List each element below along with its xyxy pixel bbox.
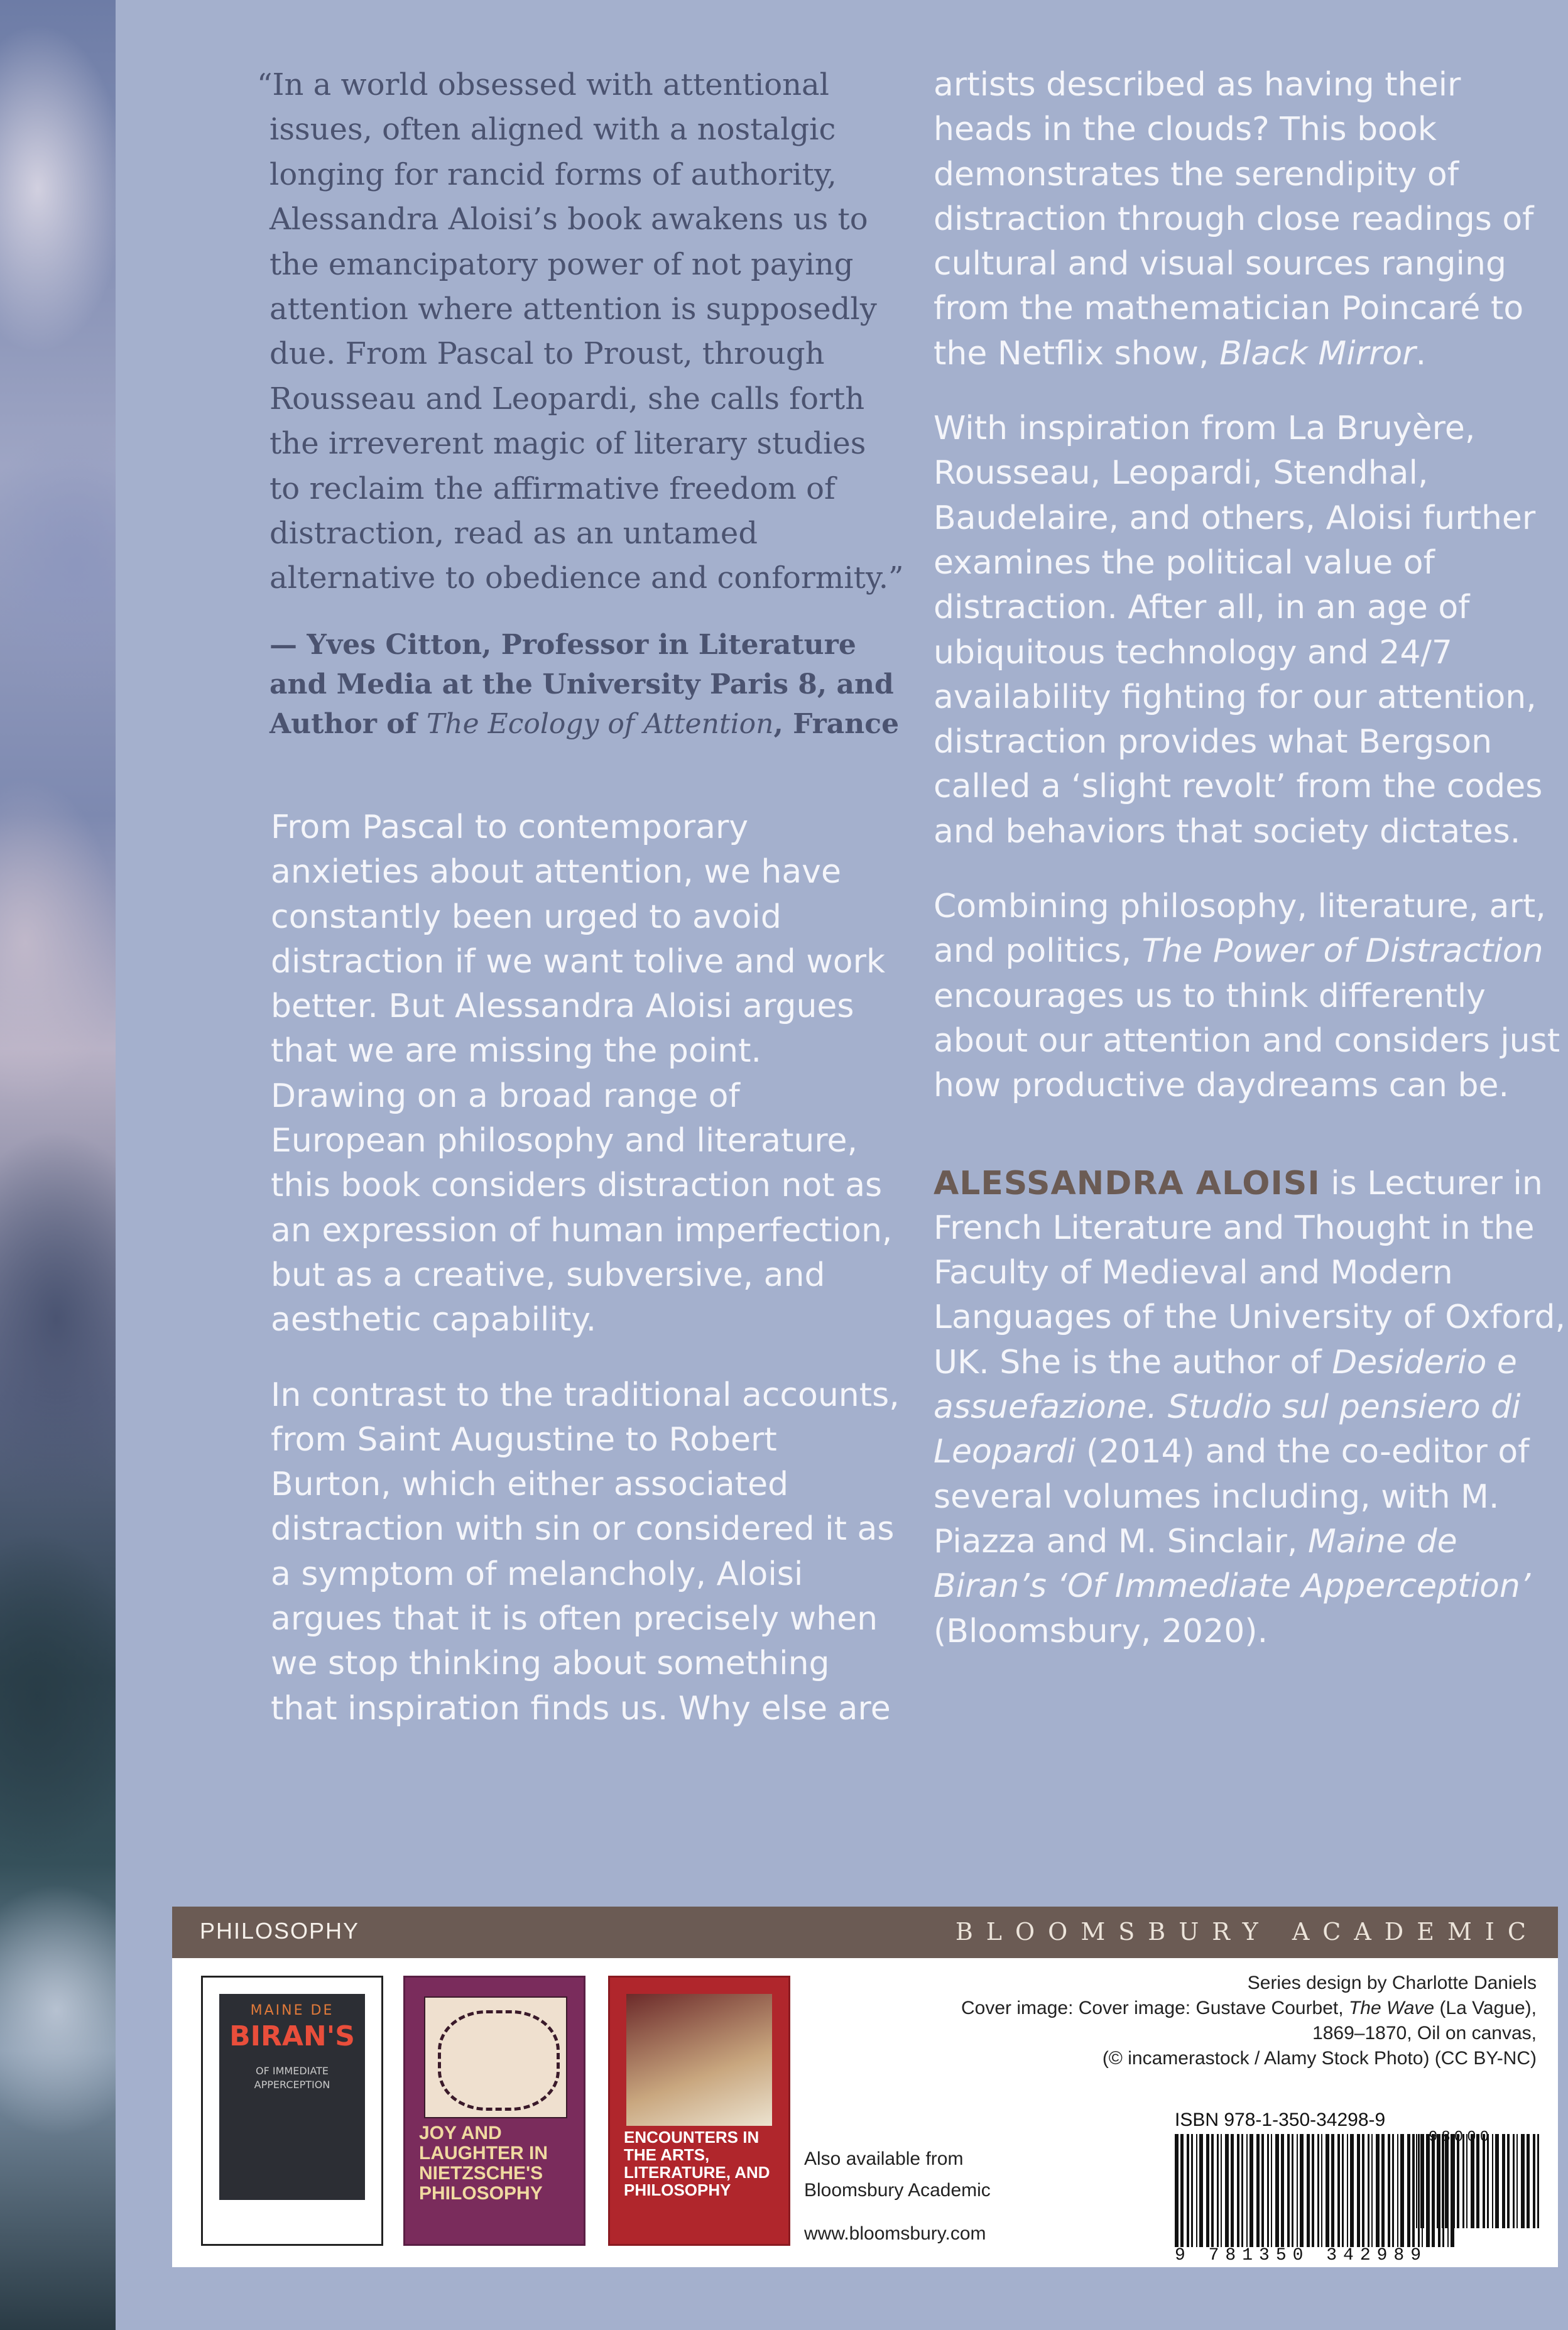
blurb-paragraph-1: From Pascal to contemporary anxieties about attention, we have constantly been urged to avoid distraction if we want tolive and work better. But Alessandra Aloisi argues that we are missing the point. Drawing on a broad range of European philosophy and literature, this book considers distraction not as an expression of human imperfection, but as a creative, subversive, and aesthetic capability. — [271, 808, 893, 1339]
back-cover — [116, 0, 1566, 2330]
quote-attribution — [270, 625, 904, 744]
book-1-title-big: BIRAN'S — [229, 2020, 355, 2052]
credits-design: Series design by Charlotte Daniels — [1247, 1973, 1537, 1993]
blurb-paragraph-5 — [934, 885, 1568, 1108]
bio-book-1: Desiderio e assuefazione. Studio sul pensiero di Leopardi — [934, 1343, 1521, 1471]
credits-copyright: (© incamerastock / Alamy Stock Photo) (CC BY-NC) — [1102, 2048, 1537, 2069]
also-available-line1: Also available from — [804, 2148, 964, 2169]
blurb-end: . — [1415, 334, 1427, 373]
series-bar — [172, 1907, 1558, 1958]
related-book-2 — [403, 1976, 585, 2246]
related-book-1 — [201, 1976, 383, 2246]
barcode-digits: 9 781350 342989 — [1175, 2246, 1428, 2265]
credits-image — [908, 1996, 1537, 2021]
cover-credits — [908, 1971, 1537, 2071]
book-title: The Power of Distraction — [1141, 932, 1544, 971]
bio-text: (Bloomsbury, 2020). — [934, 1612, 1268, 1650]
barcode-addon-icon — [1416, 2134, 1542, 2247]
book-2-title: JOY AND LAUGHTER IN NIETZSCHE'S PHILOSOPHY — [419, 2123, 548, 2204]
blurb-italic: Black Mirror — [1219, 334, 1416, 373]
blurb-left-column — [271, 805, 905, 1761]
bio-text: (2014) and the co-editor of several volumes including, with M. Piazza and M. Sinclair, — [934, 1433, 1530, 1560]
endorsement-quote — [257, 63, 904, 744]
publisher-panel — [172, 1958, 1558, 2267]
related-book-3 — [608, 1976, 790, 2246]
book-3-artwork — [626, 1994, 772, 2126]
blurb-text: encourages us to think differently about our attention and considers just how productive daydreams can be. — [934, 977, 1560, 1105]
blurb-right-column — [934, 63, 1568, 1684]
isbn-label: ISBN 978-1-350-34298-9 — [1175, 2110, 1386, 2130]
also-available — [804, 2143, 991, 2206]
book-2-artwork — [424, 1996, 567, 2118]
category-label: PHILOSOPHY — [200, 1918, 360, 1944]
bio-text: is Lecturer in French Literature and Thought in the Faculty of Medieval and Modern Languages of the University of Oxford, UK. She is the author of — [934, 1164, 1566, 1381]
book-1-title-small: MAINE DE — [250, 2003, 334, 2018]
website-link[interactable]: www.bloomsbury.com — [804, 2223, 986, 2244]
quote-text: “In a world obsessed with attentional issues, often aligned with a nostalgic longing for rancid forms of authority, Alessandra Aloisi’s book awakens us to the emancipatory power of not paying attention where attention is supposedly due. From Pascal to Proust, through Rousseau and Leopardi, she calls forth the irreverent magic of literary studies to reclaim the affirmative freedom of distraction, read as an untamed alternative to obedience and conformity.” — [257, 67, 904, 596]
attribution-text: — Yves Citton, Professor in Literature and Media at the University Paris 8, and Author of — [270, 628, 894, 740]
barcode-addon-digits: 98000 — [1429, 2129, 1493, 2146]
blurb-text: artists described as having their heads in the clouds? This book demonstrates the serendipity of distraction through close readings of cultural and visual sources ranging from the mathematician Poincaré to the Netflix show, — [934, 66, 1534, 373]
credits-date: 1869–1870, Oil on canvas, — [1312, 2023, 1537, 2044]
credits-text: Cover image: Cover image: Gustave Courbet, — [961, 1998, 1349, 2018]
publisher-name: BLOOMSBURY ACADEMIC — [955, 1918, 1539, 1946]
author-bio — [934, 1162, 1568, 1654]
bio-book-2: Maine de Biran’s ‘Of Immediate Apperception’ — [934, 1522, 1531, 1606]
book-1-subtitle: OF IMMEDIATE APPERCEPTION — [254, 2065, 330, 2091]
book-3-title: ENCOUNTERS IN THE ARTS, LITERATURE, AND PHILOSOPHY — [624, 2128, 770, 2199]
barcode-icon — [1175, 2134, 1451, 2247]
attribution-end: , France — [773, 707, 900, 740]
blurb-text: Combining philosophy, literature, art, and politics, — [934, 888, 1546, 971]
author-name: ALESSANDRA ALOISI — [934, 1164, 1320, 1202]
blurb-paragraph-2: In contrast to the traditional accounts, from Saint Augustine to Robert Burton, which either associated distraction with sin or considered it as a symptom of melancholy, Aloisi argues that it is often precisely when we stop thinking about something that inspiration finds us. Why else are — [271, 1376, 900, 1728]
painting-title: The Wave — [1348, 1998, 1435, 2018]
attribution-book-title: The Ecology of Attention — [426, 707, 774, 740]
blurb-paragraph-3 — [934, 63, 1568, 376]
blurb-paragraph-4: With inspiration from La Bruyère, Rousseau, Leopardi, Stendhal, Baudelaire, and others, Aloisi further examines the political value of distraction. After all, in an age of ubiquitous technology and 24/7 availability fighting for our attention, distraction provides what Bergson called a ‘slight revolt’ from the codes and behaviors that society dictates. — [934, 410, 1543, 851]
also-available-line2: Bloomsbury Academic — [804, 2180, 991, 2201]
cover-painting-spine — [0, 0, 116, 2330]
credits-text: (La Vague), — [1434, 1998, 1537, 2018]
